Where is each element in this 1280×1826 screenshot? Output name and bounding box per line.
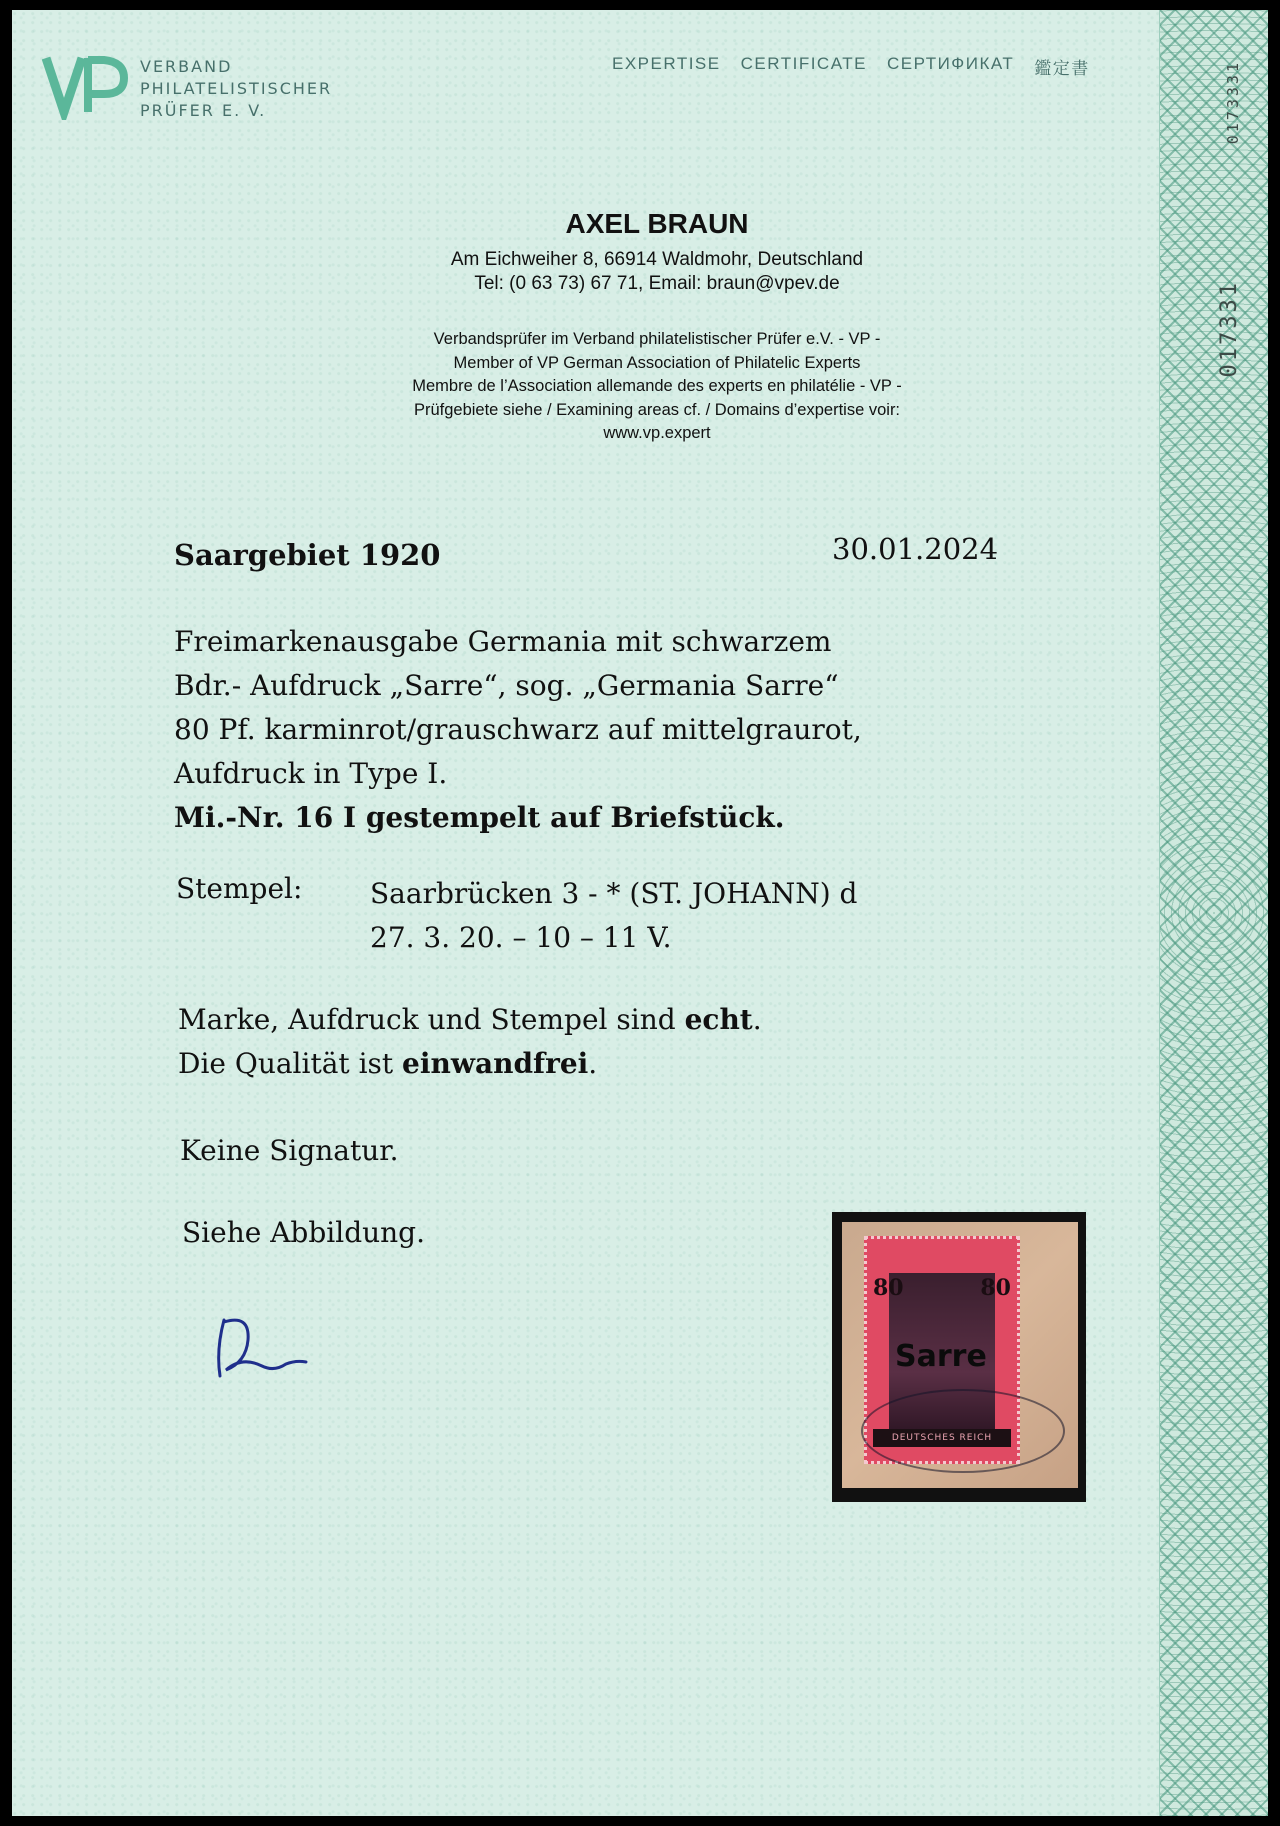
header-kanteisho: 鑑定書: [1034, 59, 1090, 78]
header-expertise: EXPERTISE: [612, 54, 721, 73]
stamp-overprint: Sarre: [895, 1339, 987, 1374]
serial-number-top: 0173331: [1224, 60, 1242, 145]
examiner-address-block: [342, 248, 972, 296]
examiner-contact: Tel: (0 63 73) 67 71, Email: braun@vpev.de: [474, 273, 840, 294]
certificate-date: 30.01.2024: [832, 532, 999, 566]
postmark-icon: [861, 1389, 1065, 1473]
org-line-1: VERBAND: [140, 57, 233, 76]
examiner-affiliation: [342, 328, 972, 446]
description-line: Bdr.- Aufdruck „Sarre“, sog. „Germania Sarre“: [174, 669, 839, 702]
stempel-value: [370, 872, 857, 960]
signature-note: Keine Signatur.: [180, 1134, 399, 1167]
stamp-illustration: [832, 1212, 1086, 1502]
illustration-note: Siehe Abbildung.: [182, 1216, 426, 1249]
header-certificate: CERTIFICATE: [740, 54, 868, 73]
header-sertifikat: СЕРТИФИКАТ: [887, 54, 1015, 73]
certificate-header: [612, 54, 1090, 79]
stamp-value-left: 80: [873, 1275, 904, 1301]
certificate-sheet: [12, 10, 1268, 1816]
catalog-number: Mi.-Nr. 16 I gestempelt auf Briefstück.: [174, 801, 785, 834]
description-line: Freimarkenausgabe Germania mit schwarzem: [174, 625, 832, 658]
stempel-label: Stempel:: [176, 872, 303, 905]
verdict-echt: echt: [684, 1003, 753, 1036]
organization-name: [140, 56, 332, 122]
stamp-inscription: DEUTSCHES REICH: [873, 1429, 1011, 1447]
stempel-line-2: 27. 3. 20. – 10 – 11 V.: [370, 921, 672, 954]
affiliation-line: Verbandsprüfer im Verband philatelistischer Prüfer e.V. - VP -: [433, 330, 881, 348]
description-line: Aufdruck in Type I.: [174, 757, 448, 790]
verdict: [178, 998, 762, 1086]
affiliation-line: Prüfgebiete siehe / Examining areas cf. / Domains d’expertise voir:: [413, 400, 901, 419]
stamp: [864, 1236, 1020, 1464]
verdict-einwandfrei: einwandfrei: [402, 1047, 589, 1080]
stamp-description: [174, 620, 862, 840]
affiliation-line: Membre de l’Association allemande des experts en philatélie - VP -: [412, 377, 902, 395]
org-line-2: PHILATELISTISCHER: [140, 79, 333, 98]
security-border: [1159, 10, 1268, 1816]
org-line-3: PRÜFER E. V.: [140, 101, 267, 120]
stamp-value-right: 80: [980, 1275, 1011, 1301]
handwritten-signature-icon: [202, 1310, 312, 1390]
affiliation-website: www.vp.expert: [603, 424, 711, 442]
vp-logo-icon: [42, 50, 132, 120]
verdict-authenticity: Marke, Aufdruck und Stempel sind echt.: [178, 1003, 762, 1036]
examiner-address: Am Eichweiher 8, 66914 Waldmohr, Deutschland: [450, 249, 864, 270]
examiner-name: AXEL BRAUN: [565, 208, 749, 239]
affiliation-line: Member of VP German Association of Philatelic Experts: [453, 353, 861, 372]
certificate-title: Saargebiet 1920: [174, 538, 441, 572]
description-line: 80 Pf. karminrot/grauschwarz auf mittelgraurot,: [174, 713, 862, 746]
serial-number-middle: 017331: [1217, 280, 1242, 378]
verdict-quality: Die Qualität ist einwandfrei.: [178, 1047, 598, 1080]
stempel-line-1: Saarbrücken 3 - * (ST. JOHANN) d: [370, 877, 858, 910]
